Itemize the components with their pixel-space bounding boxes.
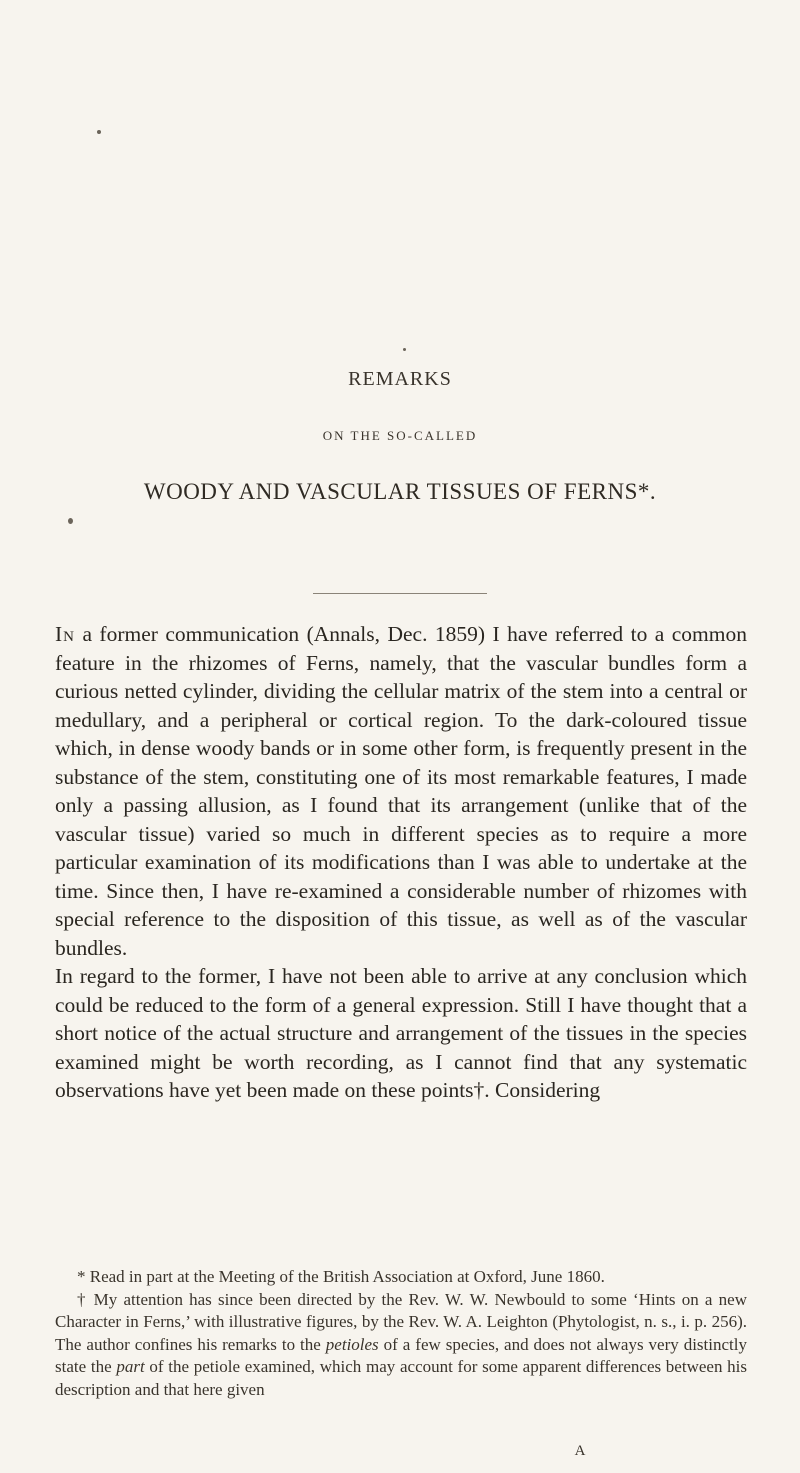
footnotes [55,1266,747,1401]
body-text [55,620,747,1105]
article-title-main: WOODY AND VASCULAR TISSUES OF FERNS*. [143,479,657,504]
paragraph-1 [55,620,747,962]
footnote-2-part-b: of a few species, and does not always very distinctly state the [55,1334,747,1376]
footnote-1: * Read in part at the Meeting of the British Association at Oxford, June 1860. [77,1267,605,1286]
footnote-2-emphasis-petioles: petioles [325,1334,379,1354]
print-speck [97,130,101,134]
footnote-2-emphasis-part: part [116,1357,145,1376]
signature-mark: A [574,1443,586,1459]
title-divider [313,593,487,594]
footnote-2-part-c: of the petiole examined, which may account for some apparent differences between his description and that here given [55,1357,747,1399]
dropcap-word: In [55,622,75,646]
print-speck [403,348,406,351]
footnote-2-part-a: † My attention has since been directed by the Rev. W. W. Newbould to some ‘Hints on a new Character in Ferns,’ with illustrative figures, by the Rev. W. A. Leighton (Phytologist, n. s., i. p. 256). The author confines his remarks to the [55,1289,747,1354]
article-subtitle: ON THE SO-CALLED [322,428,478,443]
footnote-2 [55,1289,747,1402]
print-speck [68,518,73,524]
paragraph-2: In regard to the former, I have not been able to arrive at any conclusion which could be reduced to the form of a general expression. Still I have thought that a short notice of the actual structure and arrangement of the tissues in the species examined might be worth recording, as I cannot find that any systematic observations have yet been made on these points†. Considering [55,964,747,1102]
article-title-remarks: REMARKS [348,368,452,390]
paragraph-1-text: a former communication (Annals, Dec. 1859) I have referred to a common feature in the rhizomes of Ferns, namely, that the vascular bundles form a curious netted cylinder, dividing the cellular matrix of the stem into a central or medullary, and a peripheral or cortical region. To the dark-coloured tissue which, in dense woody bands or in some other form, is frequently present in the substance of the stem, constituting one of its most remarkable features, I made only a passing allusion, as I found that its arrangement (unlike that of the vascular tissue) varied so much in different species as to require a more particular examination of its modifications than I was able to undertake at the time. Since then, I have re-examined a considerable number of rhizomes with special reference to the disposition of this tissue, as well as of the vascular bundles. [55,622,747,960]
